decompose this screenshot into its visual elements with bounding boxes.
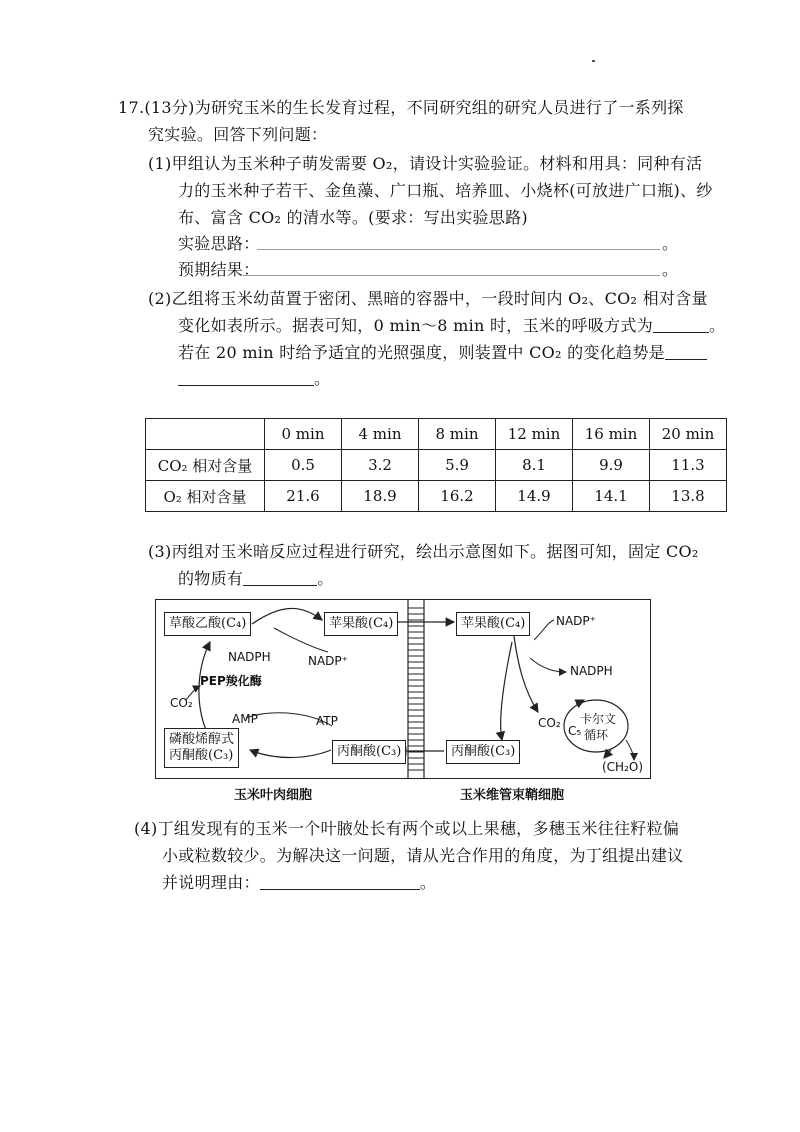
calvin-label-1: 卡尔文 [580,712,617,726]
pep-line2: 丙酮酸(C₃) [169,748,234,763]
part3-line1: (3)丙组对玉米暗反应过程进行研究，绘出示意图如下。据图可知，固定 CO₂ [148,542,699,561]
table-cell: 13.8 [650,481,727,512]
part2-line4-end: 。 [314,369,331,388]
oxaloacetate-box: 草酸乙酸(C₄) [164,612,251,636]
trend-blank-1[interactable] [665,343,707,360]
gas-content-table [145,418,727,512]
table-header-cell: 8 min [419,419,496,450]
table-header-cell: 0 min [265,419,342,450]
table-header-cell: 4 min [342,419,419,450]
part3-line2: 的物质有 [178,569,244,588]
nadp-left-label: NADP⁺ [308,654,348,668]
part1-line2: 力的玉米种子若干、金鱼藻、广口瓶、培养皿、小烧杯(可放进广口瓶)、纱 [178,181,713,200]
scan-speck [592,60,595,62]
result-answer-line[interactable] [243,275,660,276]
nadph-left-label: NADPH [228,650,271,664]
part1-line3: 布、富含 CO₂ 的清水等。(要求：写出实验思路) [178,208,528,227]
table-cell: 9.9 [573,450,650,481]
part4-line3: 并说明理由： [162,873,260,892]
part4-line1: (4)丁组发现有的玉米一个叶腋处长有两个或以上果穗，多穗玉米往往籽粒偏 [134,819,680,838]
atp-label: ATP [316,714,338,728]
table-cell: 18.9 [342,481,419,512]
row-label: O₂ 相对含量 [146,481,265,512]
pyruvate-right-box: 丙酮酸(C₃) [446,740,520,764]
ch2o-label: (CH₂O) [602,760,644,774]
part1-line1: (1)甲组认为玉米种子萌发需要 O₂，请设计实验验证。材料和用具：同种有活 [148,154,703,173]
part4-line2: 小或粒数较少。为解决这一问题，请从光合作用的角度，为丁组提出建议 [162,846,684,865]
part2-line2: 变化如表所示。据表可知，0 min～8 min 时，玉米的呼吸方式为 [178,316,654,335]
malate-left-box: 苹果酸(C₄) [324,612,398,636]
c5-label: C₅ [568,724,582,738]
pep-carboxylase-label: PEP羧化酶 [200,674,262,688]
table-cell: 8.1 [496,450,573,481]
table-cell: 14.9 [496,481,573,512]
table-cell: 11.3 [650,450,727,481]
co2-left-label: CO₂ [170,696,193,710]
suggestion-blank[interactable] [260,873,420,890]
result-label: 预期结果： [178,260,260,279]
q17-line2: 究实验。回答下列问题： [148,125,328,144]
table-header-cell: 16 min [573,419,650,450]
co2-right-label: CO₂ [538,716,561,730]
table-cell: 16.2 [419,481,496,512]
pep-box [164,728,239,768]
table-cell: 0.5 [265,450,342,481]
respiration-blank[interactable] [653,316,709,333]
table-row [146,450,727,481]
part2-line2-end: 。 [709,316,726,335]
amp-label: AMP [232,712,258,726]
idea-end: 。 [662,234,679,253]
bundle-sheath-caption: 玉米维管束鞘细胞 [460,788,565,803]
part2-line3: 若在 20 min 时给予适宜的光照强度，则装置中 CO₂ 的变化趋势是 [178,343,665,362]
table-header-row [146,419,727,450]
row-label: CO₂ 相对含量 [146,450,265,481]
part3-end: 。 [317,569,334,588]
trend-blank-2[interactable] [178,369,314,386]
result-end: 。 [662,260,679,279]
table-header-cell: 20 min [650,419,727,450]
table-row [146,481,727,512]
c4-pathway-diagram [155,599,651,779]
nadph-right-label: NADPH [570,664,613,678]
co2-fixer-blank[interactable] [243,569,317,586]
calvin-label-2: 循环 [584,728,609,742]
idea-answer-line[interactable] [257,249,660,250]
mesophyll-caption: 玉米叶肉细胞 [234,788,313,803]
table-header-cell [146,419,265,450]
pyruvate-left-box: 丙酮酸(C₃) [332,740,406,764]
nadp-right-label: NADP⁺ [556,614,596,628]
q17-line1: 17.(13分)为研究玉米的生长发育过程，不同研究组的研究人员进行了一系列探 [118,98,684,117]
table-cell: 3.2 [342,450,419,481]
table-cell: 5.9 [419,450,496,481]
table-cell: 21.6 [265,481,342,512]
malate-right-box: 苹果酸(C₄) [456,612,530,636]
part2-line1: (2)乙组将玉米幼苗置于密闭、黑暗的容器中，一段时间内 O₂、CO₂ 相对含量 [148,289,708,308]
idea-label: 实验思路： [178,234,260,253]
pep-line1: 磷酸烯醇式 [169,732,235,747]
part4-end: 。 [419,873,437,892]
table-header-cell: 12 min [496,419,573,450]
table-cell: 14.1 [573,481,650,512]
